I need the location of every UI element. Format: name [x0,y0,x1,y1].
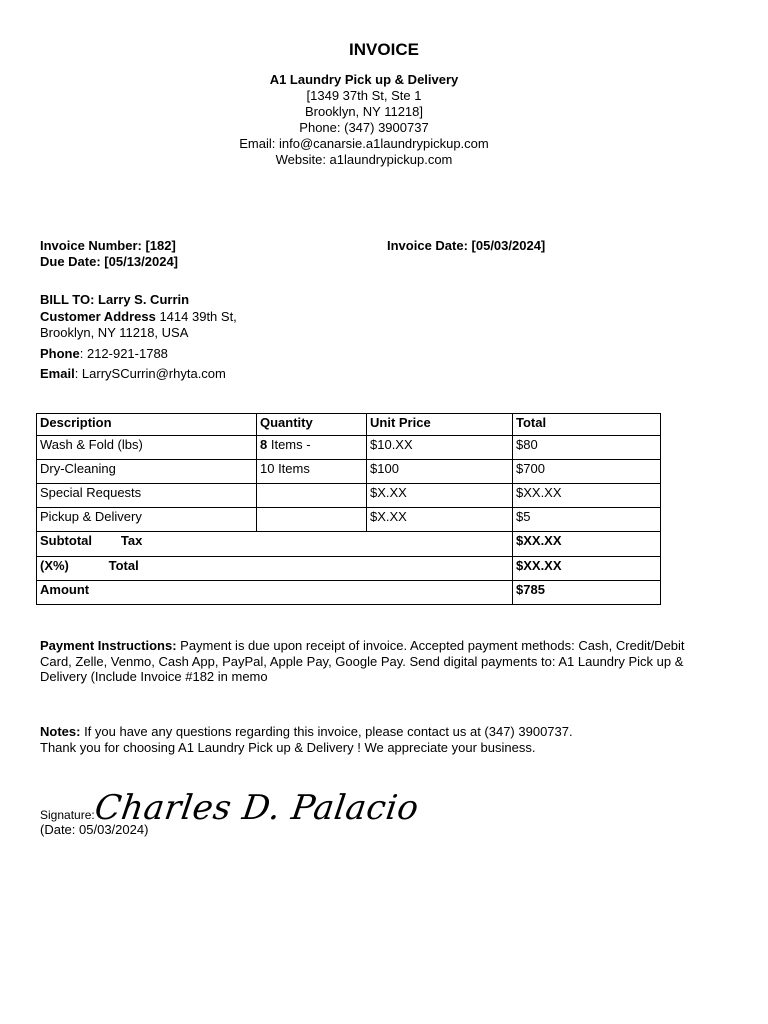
summary-row [37,532,661,557]
bill-to-line [40,292,440,309]
cell-quantity [257,484,367,508]
table-row [37,484,661,508]
company-block [0,72,728,168]
company-address-line1: [1349 37th St, Ste 1 [306,88,422,103]
summary-row [37,557,661,581]
customer-phone-label: Phone [40,345,80,361]
payment-instructions [40,638,700,685]
cell-quantity [257,436,367,460]
company-address-line2: Brooklyn, NY 11218] [304,104,424,119]
line-items-table [36,413,661,605]
customer-address-label: Customer Address [40,308,156,324]
table-row [37,436,661,460]
company-website: Website: a1laundrypickup.com [275,152,453,167]
invoice-meta-left [40,238,178,270]
customer-address-line2: Brooklyn, NY 11218, USA [40,325,189,340]
invoice-title: INVOICE [349,40,419,59]
signature-handwriting: Charles D. Palacio [91,788,422,828]
cell-total: $80 [513,436,661,460]
cell-description: Pickup & Delivery [37,508,257,532]
cell-total: $XX.XX [513,484,661,508]
summary-value: $XX.XX [513,532,661,557]
due-date: Due Date: [05/13/2024] [40,254,179,269]
cell-description: Special Requests [37,484,257,508]
customer-email: : LarrySCurrin@rhyta.com [74,366,226,381]
company-email: Email: info@canarsie.a1laundrypickup.com [239,136,489,151]
summary-label: Subtotal Tax [37,532,513,557]
cell-quantity [257,508,367,532]
cell-quantity-count: 8 [260,437,268,452]
cell-unit-price: $X.XX [367,508,513,532]
payment-text: Payment is due upon receipt of invoice. Accepted payment methods: Cash, Credit/Debit Card, Zelle, Venmo, Cash App, PayPal, Apple Pay, Google Pay. Send digital payments to: A1 Laundry Pick up & Delivery (Include Invoice #182 in memo [40,638,685,684]
cell-description: Dry-Cleaning [37,460,257,484]
summary-label: (X%) Total [37,557,513,581]
cell-unit-price: $10.XX [367,436,513,460]
cell-quantity-unit: Items - [267,437,311,452]
cell-unit-price: $100 [367,460,513,484]
notes-text: If you have any questions regarding this invoice, please contact us at (347) 3900737. [80,724,573,739]
signature-block [40,788,440,837]
summary-label: Amount [37,581,513,605]
invoice-date: Invoice Date: [05/03/2024] [387,238,546,253]
notes-label: Notes: [40,724,81,739]
cell-quantity: 10 Items [257,460,367,484]
notes-line1 [40,724,700,740]
customer-phone-line [40,346,440,363]
header-total: Total [513,414,661,436]
summary-value: $XX.XX [513,557,661,581]
invoice-number: Invoice Number: [182] [40,238,176,253]
amount-value: $785 [513,581,661,605]
signature-line [40,788,440,828]
header-unit-price: Unit Price [367,414,513,436]
table-row [37,460,661,484]
table-row [37,508,661,532]
table-header-row [37,414,661,436]
signature-label: Signature: [40,808,95,822]
customer-address-line1: 1414 39th St, [159,308,237,324]
customer-name: Larry S. Currin [98,292,190,307]
cell-unit-price: $X.XX [367,484,513,508]
signature-date: (Date: 05/03/2024) [40,822,149,837]
customer-address-line [40,309,440,326]
header-quantity: Quantity [257,414,367,436]
customer-email-label: Email [40,366,75,381]
summary-row [37,581,661,605]
notes-line2: Thank you for choosing A1 Laundry Pick up & Delivery ! We appreciate your business. [40,739,536,755]
notes-block [40,724,700,755]
bill-to-block [40,292,440,383]
company-name: A1 Laundry Pick up & Delivery [269,72,459,87]
company-phone: Phone: (347) 3900737 [299,120,429,135]
bill-to-label: BILL TO: [40,292,95,307]
customer-phone: : 212-921-1788 [79,345,168,361]
cell-total: $700 [513,460,661,484]
header-description: Description [37,414,257,436]
payment-label: Payment Instructions: [40,638,177,653]
customer-email-line [40,366,440,383]
cell-total: $5 [513,508,661,532]
cell-description: Wash & Fold (lbs) [37,436,257,460]
